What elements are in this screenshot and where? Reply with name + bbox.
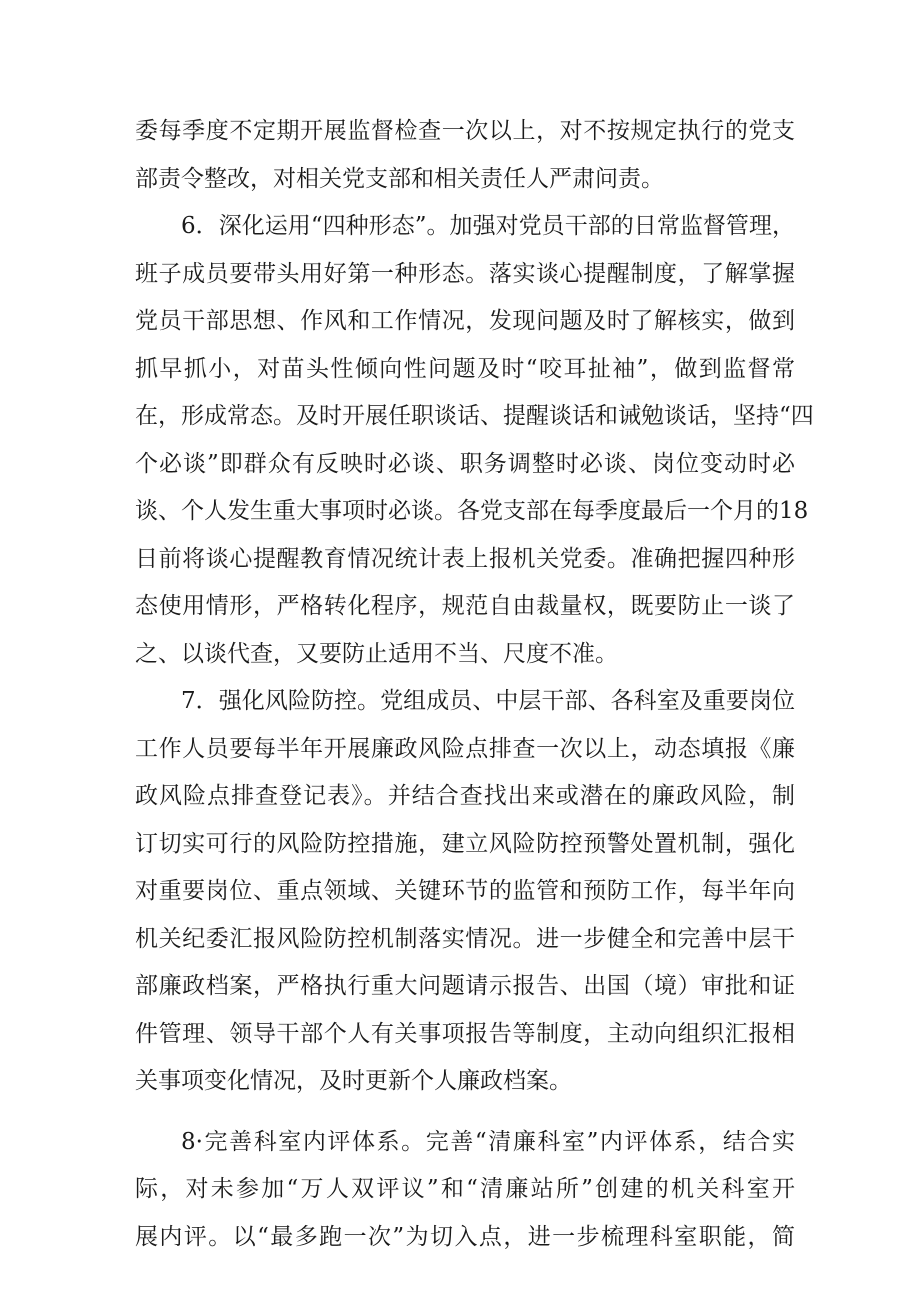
paragraph-6 xyxy=(135,203,814,678)
paragraph-7 xyxy=(135,678,795,1106)
paragraph-continuation xyxy=(135,108,795,203)
text-line: 个必谈”即群众有反映时必谈、职务调整时必谈、岗位变动时必 xyxy=(135,450,795,477)
paragraph-spacer xyxy=(135,1106,795,1119)
text-line: 订切实可行的风险防控措施，建立风险防控预警处置机制，强化 xyxy=(135,830,795,857)
text-line: 部廉政档案，严格执行重大问题请示报告、出国（境）审批和证 xyxy=(135,973,795,999)
paragraph-heading-line: 8·完善科室内评体系。完善“清廉科室”内评体系，结合实 xyxy=(181,1128,795,1155)
text-line: 班子成员要带头用好第一种形态。落实谈心提醒制度，了解掌握 xyxy=(135,260,795,287)
text-line: 态使用情形，严格转化程序，规范自由裁量权，既要防止一谈了 xyxy=(135,593,795,619)
text-line: 抓早抓小，对苗头性倾向性问题及时“咬耳扯袖”，做到监督常 xyxy=(135,355,795,382)
paragraph-heading-line: 6．深化运用“四种形态”。加强对党员干部的日常监督管理， xyxy=(181,213,795,239)
text-line: 部责令整改，对相关党支部和相关责任人严肃问责。 xyxy=(135,165,664,192)
paragraph-8 xyxy=(135,1119,795,1262)
text-line: 日前将谈心提醒教育情况统计表上报机关党委。准确把握四种形 xyxy=(135,545,795,572)
text-line: 件管理、领导干部个人有关事项报告等制度，主动向组织汇报相 xyxy=(135,1020,795,1047)
text-line: 际，对未参加“万人双评议”和“清廉站所”创建的机关科室开 xyxy=(135,1176,795,1202)
text-line: 谈、个人发生重大事项时必谈。各党支部在每季度最后一个月的18 xyxy=(135,498,809,524)
text-line: 机关纪委汇报风险防控机制落实情况。进一步健全和完善中层干 xyxy=(135,925,795,952)
text-line: 党员干部思想、作风和工作情况，发现问题及时了解核实，做到 xyxy=(135,308,795,334)
document-body xyxy=(135,108,814,1261)
paragraph-heading-line: 7．强化风险防控。党组成员、中层干部、各科室及重要岗位 xyxy=(181,688,795,714)
text-line: 展内评。以“最多跑一次”为切入点，进一步梳理科室职能，简 xyxy=(135,1223,795,1250)
text-line: 政风险点排查登记表》。并结合查找出来或潜在的廉政风险，制 xyxy=(135,783,795,809)
text-line: 关事项变化情况，及时更新个人廉政档案。 xyxy=(135,1068,572,1094)
text-line: 工作人员要每半年开展廉政风险点排查一次以上，动态填报《廉 xyxy=(135,735,795,762)
text-line: 在，形成常态。及时开展任职谈话、提醒谈话和诫勉谈话，坚持“四 xyxy=(135,403,814,429)
text-line: 委每季度不定期开展监督检查一次以上，对不按规定执行的党支 xyxy=(135,118,795,144)
text-line: 之、以谈代查，又要防止适用不当、尺度不准。 xyxy=(135,640,618,667)
text-line: 对重要岗位、重点领域、关键环节的监管和预防工作，每半年向 xyxy=(135,878,795,904)
